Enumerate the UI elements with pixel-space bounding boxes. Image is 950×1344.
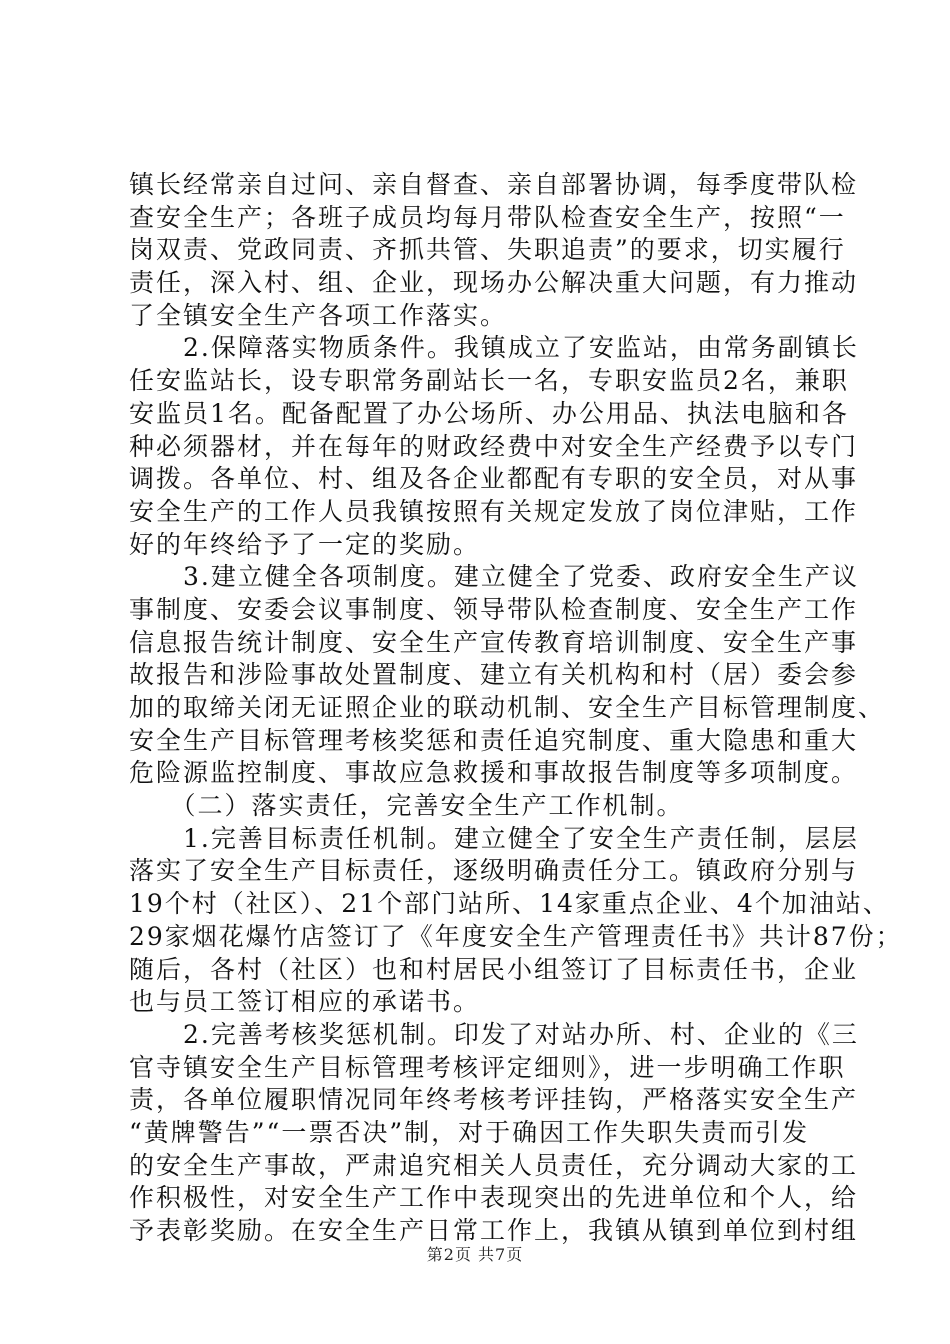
text-line: 也与员工签订相应的承诺书。: [129, 987, 481, 1017]
text-line: 3.建立健全各项制度。建立健全了党委、政府安全生产议: [129, 562, 859, 592]
text-line: 任安监站长，设专职常务副站长一名，专职安监员2名，兼职: [129, 366, 849, 396]
text-line: 官寺镇安全生产目标管理考核评定细则》，进一步明确工作职: [129, 1052, 846, 1082]
text-line: 责任，深入村、组、企业，现场办公解决重大问题，有力推动: [129, 268, 859, 298]
text-line: 责，各单位履职情况同年终考核考评挂钩，严格落实安全生产: [129, 1085, 859, 1115]
text-line: 种必须器材，并在每年的财政经费中对安全生产经费予以专门: [129, 431, 859, 461]
text-line: 镇长经常亲自过问、亲自督查、亲自部署协调，每季度带队检: [129, 170, 859, 199]
text-line: 调拨。各单位、村、组及各企业都配有专职的安全员，对从事: [129, 464, 859, 494]
text-line: 安全生产目标管理考核奖惩和责任追究制度、重大隐患和重大: [129, 725, 859, 755]
text-line: 作积极性，对安全生产工作中表现突出的先进单位和个人，给: [129, 1183, 859, 1213]
page-number-footer: 第2页 共7页: [426, 1245, 524, 1264]
text-line: 信息报告统计制度、安全生产宣传教育培训制度、安全生产事: [129, 627, 859, 657]
text-line: 安全生产的工作人员我镇按照有关规定发放了岗位津贴，工作: [129, 496, 859, 526]
text-line: 加的取缔关闭无证照企业的联动机制、安全生产目标管理制度、: [129, 693, 886, 722]
section-heading: （二）落实责任，完善安全生产工作机制。: [129, 791, 684, 821]
text-line: 了全镇安全生产各项工作落实。: [129, 300, 508, 330]
document-body: [129, 169, 903, 1248]
text-line: 2.完善考核奖惩机制。印发了对站办所、村、企业的《三: [129, 1019, 859, 1049]
text-line: 的安全生产事故，严肃追究相关人员责任，充分调动大家的工: [129, 1150, 859, 1180]
text-line: 好的年终给予了一定的奖励。: [129, 529, 481, 559]
text-line: 29家烟花爆竹店签订了《年度安全生产管理责任书》共计87份；: [129, 921, 903, 951]
text-line: 查安全生产；各班子成员均每月带队检查安全生产，按照“一: [129, 202, 846, 232]
text-line: 岗双责、党政同责、齐抓共管、失职追责”的要求，切实履行: [129, 235, 846, 265]
text-line: 予表彰奖励。在安全生产日常工作上，我镇从镇到单位到村组: [129, 1216, 859, 1245]
text-line: 故报告和涉险事故处置制度、建立有关机构和村（居）委会参: [129, 660, 859, 690]
text-line: 落实了安全生产目标责任，逐级明确责任分工。镇政府分别与: [129, 856, 859, 886]
text-line: 2.保障落实物质条件。我镇成立了安监站，由常务副镇长: [129, 333, 859, 363]
text-line: “黄牌警告”“一票否决”制，对于确因工作失职失责而引发: [129, 1117, 810, 1147]
text-line: 1.完善目标责任机制。建立健全了安全生产责任制，层层: [129, 823, 859, 853]
text-line: 事制度、安委会议事制度、领导带队检查制度、安全生产工作: [129, 594, 859, 624]
text-line: 随后，各村（社区）也和村居民小组签订了目标责任书，企业: [129, 954, 859, 984]
text-line: 安监员1名。配备配置了办公场所、办公用品、执法电脑和各: [129, 398, 849, 428]
text-line: 危险源监控制度、事故应急救援和事故报告制度等多项制度。: [129, 758, 859, 788]
text-line: 19个村（社区）、21个部门站所、14家重点企业、4个加油站、: [129, 889, 890, 919]
